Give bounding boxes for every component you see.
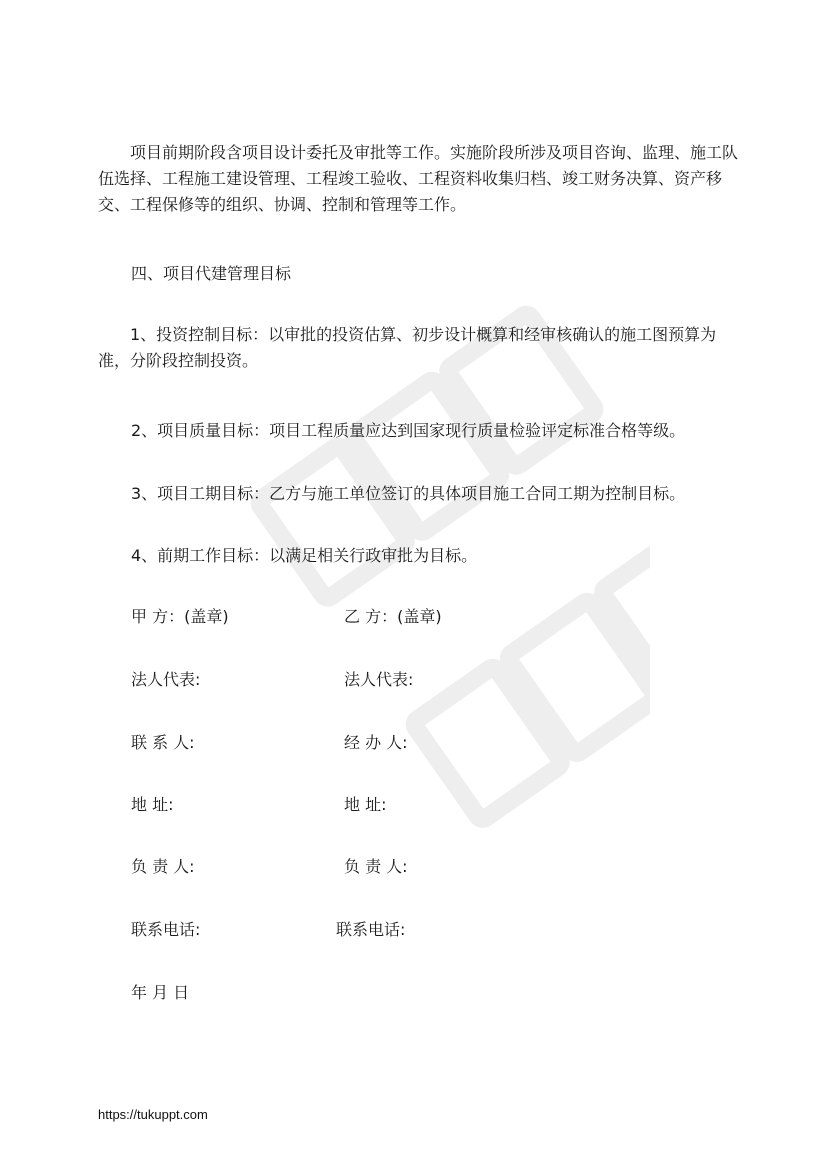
party-a-label: 甲 方：(盖章) [131,607,229,626]
responsible-b-label: 负 责 人: [344,857,408,876]
address-b-label: 地 址: [344,795,387,814]
address-a-label: 地 址: [131,795,174,814]
party-b-label: 乙 方：(盖章) [344,607,442,626]
goal-schedule: 3、项目工期目标：乙方与施工单位签订的具体项目施工合同工期为控制目标。 [131,484,686,503]
section-heading: 四、项目代建管理目标 [131,264,292,283]
handler-b-label: 经 办 人: [344,733,408,752]
footer-url: https://tukuppt.com [98,1107,208,1122]
phone-b-label: 联系电话: [336,920,406,939]
contact-a-label: 联 系 人: [131,733,195,752]
goal-preliminary: 4、前期工作目标：以满足相关行政审批为目标。 [131,546,478,565]
legal-rep-b-label: 法人代表: [344,670,414,689]
responsible-a-label: 负 责 人: [131,857,195,876]
goal-investment: 1、投资控制目标：以审批的投资估算、初步设计概算和经审核确认的施工图预算为准，分阶段控制投资。 [98,325,717,370]
phone-a-label: 联系电话: [131,920,201,939]
goal-quality: 2、项目质量目标：项目工程质量应达到国家现行质量检验评定标准合格等级。 [131,421,686,440]
date-label: 年 月 日 [131,983,190,1002]
scope-paragraph: 项目前期阶段含项目设计委托及审批等工作。实施阶段所涉及项目咨询、监理、施工队伍选择、工程施工建设管理、工程竣工验收、工程资料收集归档、竣工财务决算、资产移交、工程保修等的组织、协调、控制和管理等工作。 [98,143,739,214]
legal-rep-a-label: 法人代表: [131,670,201,689]
